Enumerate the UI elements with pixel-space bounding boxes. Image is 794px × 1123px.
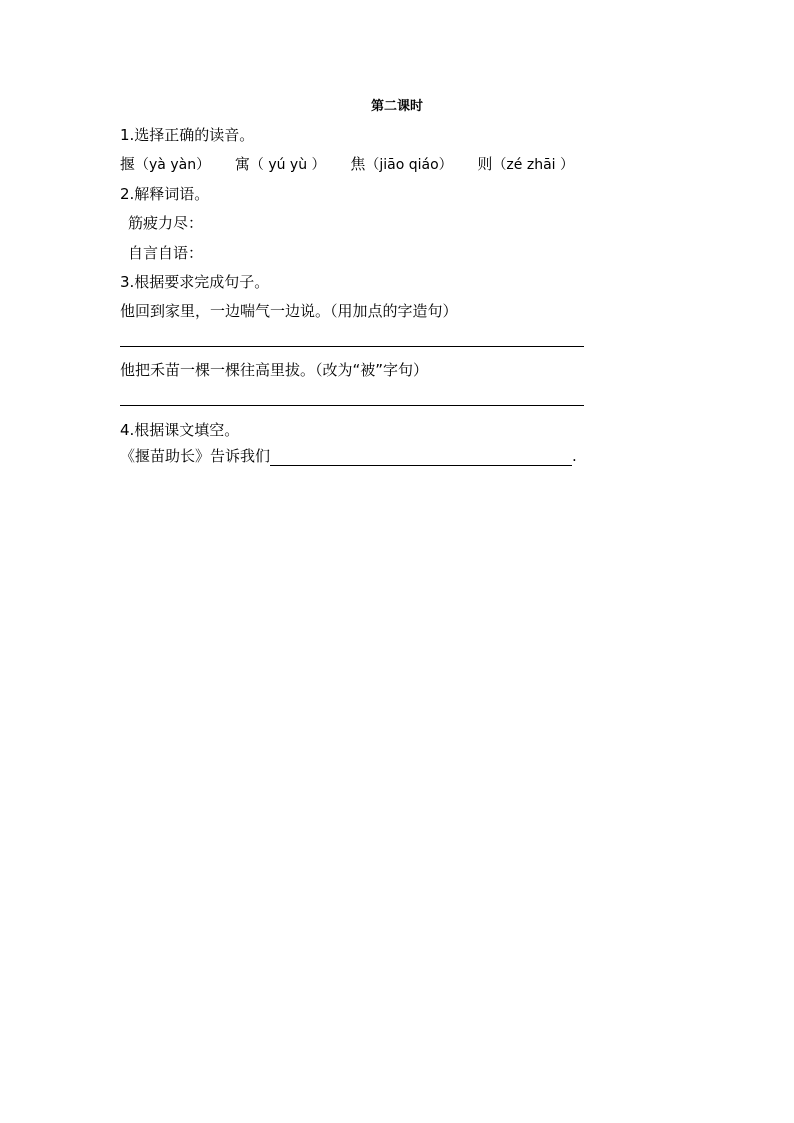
pinyin-char: 揠: [120, 155, 136, 173]
pinyin-item: [350, 154, 452, 175]
pinyin-item: [120, 154, 210, 175]
question-4-heading: 4.根据课文填空。: [120, 421, 240, 439]
pinyin-options: （ yú yù ）: [249, 157, 326, 173]
term-1: 筋疲力尽：: [128, 214, 204, 232]
pinyin-item: [477, 154, 574, 175]
question-2-heading: 2.解释词语。: [120, 185, 210, 203]
fill-end-punct: .: [572, 447, 577, 465]
question-1-heading: 1.选择正确的读音。: [120, 126, 255, 144]
pinyin-char: 寓: [234, 155, 250, 173]
pinyin-options-row: [120, 154, 594, 175]
pinyin-options: （zé zhāi ）: [492, 157, 574, 173]
fill-blank-line[interactable]: [270, 449, 572, 466]
sentence-2: 他把禾苗一棵一棵往高里拔。（改为“被”字句）: [120, 361, 429, 379]
answer-line-1[interactable]: [120, 346, 584, 347]
fill-prompt: 《揠苗助长》告诉我们: [120, 447, 271, 465]
answer-line-2[interactable]: [120, 405, 584, 406]
fill-in-row: [120, 446, 577, 466]
term-2: 自言自语：: [128, 244, 204, 262]
pinyin-options: （yà yàn）: [135, 157, 211, 173]
question-3-heading: 3.根据要求完成句子。: [120, 273, 270, 291]
pinyin-item: [235, 154, 326, 175]
page-title: 第二课时: [370, 99, 423, 114]
pinyin-char: 则: [477, 155, 493, 173]
sentence-1: 他回到家里，一边喘气一边说。（用加点的字造句）: [120, 302, 458, 320]
pinyin-char: 焦: [350, 155, 366, 173]
pinyin-options: （jiāo qiáo）: [365, 157, 453, 173]
